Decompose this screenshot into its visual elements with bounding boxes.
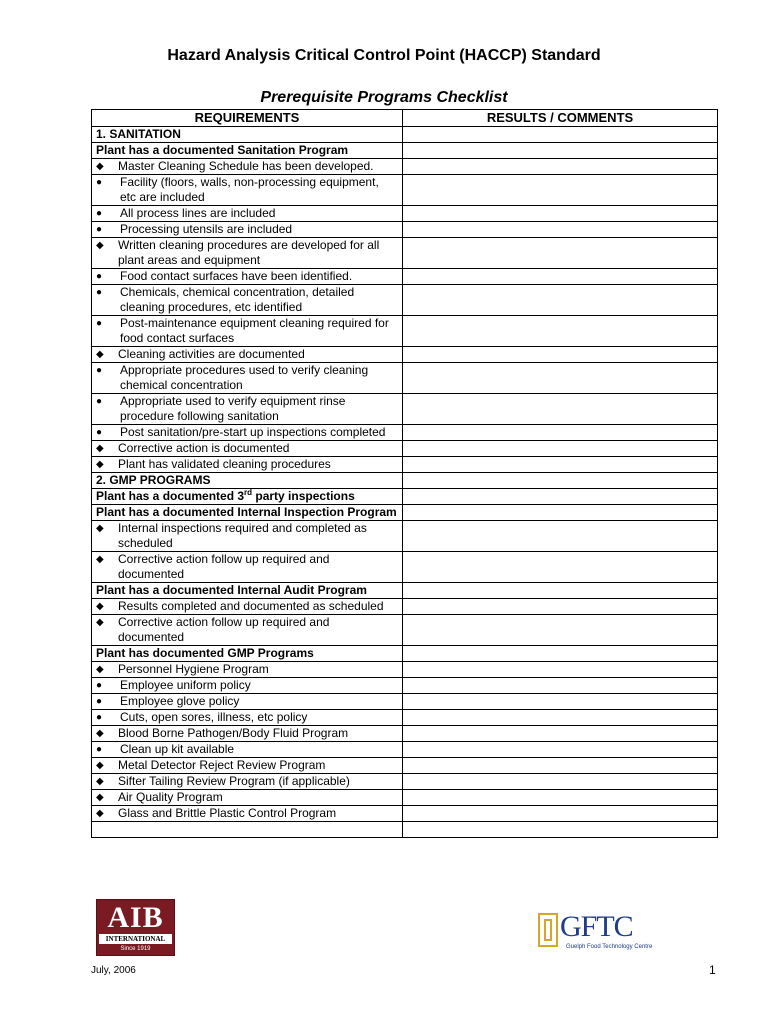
table-row — [92, 822, 718, 838]
table-row — [92, 143, 718, 159]
requirement-text: Corrective action is documented — [118, 441, 290, 455]
requirement-text: Blood Borne Pathogen/Body Fluid Program — [118, 726, 349, 740]
table-row — [92, 473, 718, 489]
requirement-text: Glass and Brittle Plastic Control Program — [118, 806, 337, 820]
diamond-bullet-icon: ◆ — [96, 240, 104, 251]
requirement-text: Results completed and documented as scheduled — [118, 599, 384, 613]
results-comments-cell[interactable] — [403, 175, 718, 206]
requirement-cell — [92, 285, 403, 316]
table-row — [92, 347, 718, 363]
requirement-cell — [92, 394, 403, 425]
results-comments-cell[interactable] — [403, 615, 718, 646]
table-row — [92, 726, 718, 742]
results-comments-cell[interactable] — [403, 127, 718, 143]
round-bullet-icon: ● — [96, 177, 103, 188]
requirements-header: REQUIREMENTS — [92, 110, 403, 127]
table-row — [92, 774, 718, 790]
diamond-bullet-icon: ◆ — [96, 664, 104, 675]
requirement-cell — [92, 363, 403, 394]
table-row — [92, 790, 718, 806]
requirement-cell — [92, 441, 403, 457]
results-comments-cell[interactable] — [403, 552, 718, 583]
results-comments-cell[interactable] — [403, 206, 718, 222]
requirement-text: Appropriate used to verify equipment rinse procedure following sanitation — [120, 394, 346, 423]
requirement-cell — [92, 347, 403, 363]
requirement-cell — [92, 269, 403, 285]
checklist-table — [91, 109, 718, 838]
table-row — [92, 457, 718, 473]
results-comments-cell[interactable] — [403, 806, 718, 822]
table-row — [92, 615, 718, 646]
table-row — [92, 206, 718, 222]
round-bullet-icon: ● — [96, 680, 103, 691]
round-bullet-icon: ● — [96, 318, 103, 329]
table-row — [92, 646, 718, 662]
requirement-cell — [92, 489, 403, 505]
requirement-cell — [92, 222, 403, 238]
table-row — [92, 285, 718, 316]
requirement-cell: 1. SANITATION — [92, 127, 403, 143]
diamond-bullet-icon: ◆ — [96, 617, 104, 628]
table-row — [92, 662, 718, 678]
round-bullet-icon: ● — [96, 287, 103, 298]
requirement-text: Chemicals, chemical concentration, detailed cleaning procedures, etc identified — [120, 285, 355, 314]
requirement-cell — [92, 615, 403, 646]
table-row — [92, 505, 718, 521]
requirement-cell — [92, 758, 403, 774]
round-bullet-icon: ● — [96, 224, 103, 235]
requirement-text: Processing utensils are included — [120, 222, 293, 236]
document-title: Hazard Analysis Critical Control Point (HACCP) Standard — [167, 47, 601, 64]
table-row — [92, 441, 718, 457]
table-row — [92, 710, 718, 726]
checklist-title: Prerequisite Programs Checklist — [260, 89, 508, 106]
results-comments-cell[interactable] — [403, 742, 718, 758]
checklist-body — [92, 127, 718, 838]
footer-date: July, 2006 — [91, 965, 136, 976]
table-row — [92, 742, 718, 758]
requirement-cell — [92, 316, 403, 347]
table-row — [92, 806, 718, 822]
requirement-cell — [92, 710, 403, 726]
requirement-cell — [92, 457, 403, 473]
requirement-cell: 2. GMP PROGRAMS — [92, 473, 403, 489]
round-bullet-icon: ● — [96, 427, 103, 438]
requirement-text: Metal Detector Reject Review Program — [118, 758, 326, 772]
requirement-text: Post-maintenance equipment cleaning required for food contact surfaces — [120, 316, 389, 345]
requirement-cell — [92, 159, 403, 175]
results-comments-cell[interactable] — [403, 710, 718, 726]
table-row — [92, 316, 718, 347]
results-comments-cell[interactable] — [403, 489, 718, 505]
gftc-logo-letters: GFTC — [560, 910, 633, 943]
round-bullet-icon: ● — [96, 208, 103, 219]
requirement-cell — [92, 790, 403, 806]
round-bullet-icon: ● — [96, 396, 103, 407]
results-comments-cell[interactable] — [403, 347, 718, 363]
requirement-text: All process lines are included — [120, 206, 276, 220]
requirement-text: Cuts, open sores, illness, etc policy — [120, 710, 308, 724]
table-row — [92, 394, 718, 425]
requirement-cell — [92, 822, 403, 838]
requirement-cell — [92, 206, 403, 222]
requirement-text: Plant has validated cleaning procedures — [118, 457, 331, 471]
results-comments-cell[interactable] — [403, 726, 718, 742]
requirement-cell — [92, 175, 403, 206]
requirement-text: Corrective action follow up required and documented — [118, 615, 330, 644]
results-comments-cell[interactable] — [403, 599, 718, 615]
results-comments-cell[interactable] — [403, 222, 718, 238]
requirement-cell: Plant has a documented Internal Inspection Program — [92, 505, 403, 521]
diamond-bullet-icon: ◆ — [96, 523, 104, 534]
aib-international-logo — [96, 899, 175, 956]
requirement-cell — [92, 694, 403, 710]
results-comments-cell[interactable] — [403, 583, 718, 599]
results-comments-cell[interactable] — [403, 363, 718, 394]
diamond-bullet-icon: ◆ — [96, 161, 104, 172]
diamond-bullet-icon: ◆ — [96, 808, 104, 819]
requirement-text: Employee glove policy — [120, 694, 240, 708]
table-row — [92, 159, 718, 175]
results-comments-cell[interactable] — [403, 505, 718, 521]
requirement-cell: Plant has a documented Internal Audit Program — [92, 583, 403, 599]
table-row — [92, 269, 718, 285]
requirement-cell — [92, 742, 403, 758]
round-bullet-icon: ● — [96, 744, 103, 755]
requirement-text: Clean up kit available — [120, 742, 235, 756]
results-comments-cell[interactable] — [403, 758, 718, 774]
diamond-bullet-icon: ◆ — [96, 459, 104, 470]
diamond-bullet-icon: ◆ — [96, 728, 104, 739]
gftc-logo — [538, 910, 660, 953]
results-comments-cell[interactable] — [403, 473, 718, 489]
results-comments-cell[interactable] — [403, 238, 718, 269]
requirement-text: Plant has a documented 3 — [96, 489, 245, 503]
round-bullet-icon: ● — [96, 696, 103, 707]
requirement-cell — [92, 425, 403, 441]
round-bullet-icon: ● — [96, 712, 103, 723]
requirement-text: Master Cleaning Schedule has been developed. — [118, 159, 374, 173]
table-header-row — [92, 110, 718, 127]
table-row — [92, 127, 718, 143]
requirement-text: Written cleaning procedures are developed for all plant areas and equipment — [118, 238, 380, 267]
table-row — [92, 599, 718, 615]
results-comments-cell[interactable] — [403, 159, 718, 175]
results-comments-cell[interactable] — [403, 678, 718, 694]
results-comments-cell[interactable] — [403, 521, 718, 552]
requirement-text: Corrective action follow up required and documented — [118, 552, 330, 581]
results-comments-cell[interactable] — [403, 441, 718, 457]
aib-logo-band: INTERNATIONAL — [99, 934, 172, 944]
requirement-text: Internal inspections required and completed as scheduled — [118, 521, 367, 550]
requirement-text: Air Quality Program — [118, 790, 223, 804]
requirement-text: Post sanitation/pre-start up inspections completed — [120, 425, 386, 439]
requirement-text: Sifter Tailing Review Program (if applicable) — [118, 774, 350, 788]
requirement-cell — [92, 552, 403, 583]
table-row — [92, 238, 718, 269]
aib-logo-letters: AIB — [107, 901, 164, 934]
results-comments-cell[interactable] — [403, 662, 718, 678]
aib-logo-since: Since 1919 — [120, 946, 151, 952]
results-comments-cell[interactable] — [403, 790, 718, 806]
requirement-text: Personnel Hygiene Program — [118, 662, 269, 676]
requirement-text: Food contact surfaces have been identified. — [120, 269, 353, 283]
results-comments-cell[interactable] — [403, 694, 718, 710]
requirement-cell — [92, 678, 403, 694]
table-row — [92, 758, 718, 774]
results-comments-cell[interactable] — [403, 269, 718, 285]
table-row — [92, 552, 718, 583]
diamond-bullet-icon: ◆ — [96, 601, 104, 612]
requirement-text: Appropriate procedures used to verify cleaning chemical concentration — [120, 363, 369, 392]
requirement-cell — [92, 726, 403, 742]
results-comments-header: RESULTS / COMMENTS — [403, 110, 718, 127]
results-comments-cell[interactable] — [403, 457, 718, 473]
results-comments-cell[interactable] — [403, 316, 718, 347]
results-comments-cell[interactable] — [403, 394, 718, 425]
requirement-cell: Plant has documented GMP Programs — [92, 646, 403, 662]
table-row — [92, 489, 718, 505]
table-row — [92, 521, 718, 552]
requirement-cell — [92, 599, 403, 615]
table-row — [92, 678, 718, 694]
page-number: 1 — [709, 963, 716, 977]
results-comments-cell[interactable] — [403, 822, 718, 838]
round-bullet-icon: ● — [96, 365, 103, 376]
table-row — [92, 583, 718, 599]
results-comments-cell[interactable] — [403, 774, 718, 790]
table-row — [92, 175, 718, 206]
results-comments-cell[interactable] — [403, 285, 718, 316]
results-comments-cell[interactable] — [403, 425, 718, 441]
diamond-bullet-icon: ◆ — [96, 792, 104, 803]
requirement-cell — [92, 662, 403, 678]
table-row — [92, 363, 718, 394]
ordinal-suffix: rd — [244, 488, 253, 497]
diamond-bullet-icon: ◆ — [96, 443, 104, 454]
requirement-cell: Plant has a documented Sanitation Program — [92, 143, 403, 159]
gftc-emblem-icon — [538, 913, 558, 947]
diamond-bullet-icon: ◆ — [96, 776, 104, 787]
requirement-cell — [92, 806, 403, 822]
requirement-cell — [92, 774, 403, 790]
table-row — [92, 694, 718, 710]
gftc-logo-tagline: Guelph Food Technology Centre — [566, 944, 653, 950]
requirement-text: Cleaning activities are documented — [118, 347, 305, 361]
requirement-text: party inspections — [252, 489, 355, 503]
results-comments-cell[interactable] — [403, 143, 718, 159]
diamond-bullet-icon: ◆ — [96, 760, 104, 771]
results-comments-cell[interactable] — [403, 646, 718, 662]
table-row — [92, 425, 718, 441]
table-row — [92, 222, 718, 238]
requirement-cell — [92, 238, 403, 269]
requirement-cell — [92, 521, 403, 552]
requirement-text: Employee uniform policy — [120, 678, 251, 692]
requirement-text: Facility (floors, walls, non-processing equipment, etc are included — [120, 175, 379, 204]
diamond-bullet-icon: ◆ — [96, 349, 104, 360]
diamond-bullet-icon: ◆ — [96, 554, 104, 565]
round-bullet-icon: ● — [96, 271, 103, 282]
